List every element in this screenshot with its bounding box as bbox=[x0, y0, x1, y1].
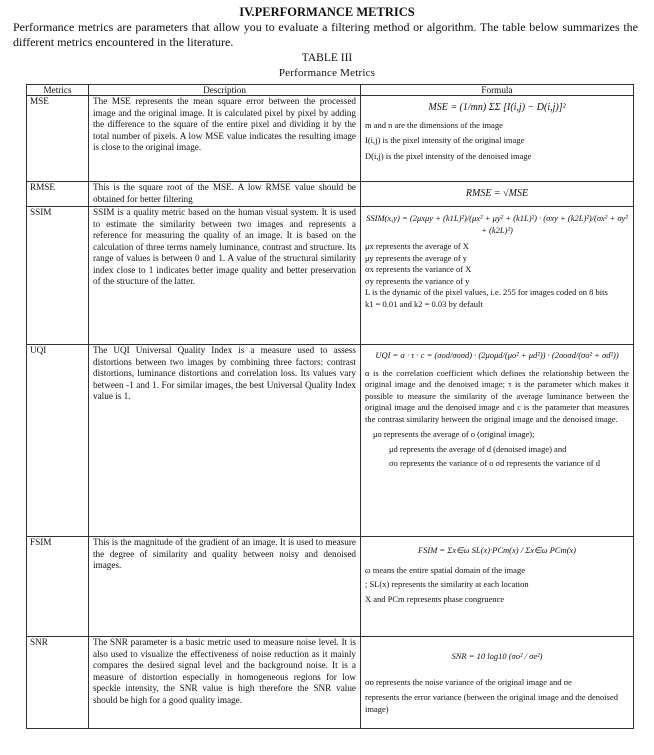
table-row-rmse bbox=[27, 182, 634, 207]
table-caption: TABLE III bbox=[301, 52, 353, 64]
formula-note: represents the error variance (between the original image and the denoised image) bbox=[365, 692, 618, 714]
formula-note: k1 = 0.01 and k2 = 0.03 by default bbox=[365, 298, 483, 309]
metric-name: UQI bbox=[27, 345, 89, 537]
table-row-snr bbox=[27, 637, 634, 729]
formula-note: μx represents the average of X bbox=[365, 241, 469, 251]
formula-note: σx represents the variance of X bbox=[365, 264, 472, 274]
metric-formula-cell bbox=[361, 637, 634, 729]
header-formula: Formula bbox=[361, 85, 634, 96]
formula-note: σo represents the variance of o σd represents the variance of d bbox=[389, 458, 600, 468]
formula-note: σo represents the noise variance of the original image and σe bbox=[365, 676, 572, 687]
metric-name: SNR bbox=[27, 637, 89, 729]
table-row-uqi bbox=[27, 345, 634, 537]
metric-formula-cell bbox=[361, 345, 634, 537]
metrics-table bbox=[26, 84, 634, 729]
intro-paragraph: Performance metrics are parameters that allow you to evaluate a filtering method or algorithm. The table below summarizes the different metrics encountered in the literature. bbox=[13, 20, 638, 49]
formula-note: μd represents the average of d (denoised image) and bbox=[389, 443, 567, 454]
table-row-mse bbox=[27, 96, 634, 182]
metric-name: MSE bbox=[27, 96, 89, 182]
metric-description: The MSE represents the mean square error between the processed image and the original image. It is calculated pixel by pixel by adding the difference to the square of the entire pixel and dividing it by the total number of pixels. A low MSE value indicates the resulting image is close to the original image. bbox=[89, 96, 361, 182]
metric-description: The SNR parameter is a basic metric used to measure noise level. It is also used to visualize the effectiveness of noise reduction as it mainly compares the desired signal level and the background noise. It is a measure of distortion especially in homogeneous regions for low speckle intensity, the SNR value is high therefore the SNR value should be high for a good quality image. bbox=[89, 637, 361, 729]
formula-note: σy represents the variance of y bbox=[365, 275, 470, 286]
formula-note: μo represents the average of o (original image); bbox=[373, 429, 535, 439]
metric-name: SSIM bbox=[27, 207, 89, 345]
header-description: Description bbox=[89, 85, 361, 96]
formula-note: ; SL(x) represents the similarity at each location bbox=[365, 579, 529, 589]
formula-note: X and PCm represents phase congruence bbox=[365, 593, 505, 604]
metric-formula-cell bbox=[361, 537, 634, 637]
metric-formula: RMSE = √MSE bbox=[465, 188, 529, 199]
metric-description: SSIM is a quality metric based on the human visual system. It is used to estimate the similarity between two images and represents a reference for measuring the quality of an image. It is based on the calculation of three terms namely luminance, contrast and structure. Its range of values is between 0 and 1. A value of the structural similarity index close to 1 indicates better image quality and better preservation of the structure of the latter. bbox=[89, 207, 361, 345]
formula-note: α is the correlation coefficient which defines the relationship between the original image and the denoised image; τ is the parameter which makes it possible to measure the similarity of the average luminance between the original image and the denoised image and c is the parameter that measures the contrast similarity between the original image and the denoised image. bbox=[365, 367, 629, 424]
section-heading: IV.PERFORMANCE METRICS bbox=[239, 5, 415, 19]
formula-note: D(i,j) is the pixel intensity of the denoised image bbox=[365, 150, 532, 161]
formula-note: m and n are the dimensions of the image bbox=[365, 119, 503, 130]
metric-description: This is the magnitude of the gradient of an image. It is used to measure the degree of similarity and quality between noisy and denoised images. bbox=[89, 537, 361, 637]
formula-note: L is the dynamic of the pixel values, i.e. 255 for images coded on 8 bits bbox=[365, 287, 608, 297]
metric-name: FSIM bbox=[27, 537, 89, 637]
metric-formula-cell bbox=[361, 207, 634, 345]
metric-formula: SSIM(x,y) = (2μxμy + (k1L)²)/(μx² + μy² + (k1L)²) · (σxy + (k2L)²)/(σx² + σy² + (k2L)²) bbox=[366, 213, 628, 235]
metric-description: This is the square root of the MSE. A low RMSE value should be obtained for better filtering bbox=[89, 182, 361, 207]
header-metrics: Metrics bbox=[27, 85, 89, 96]
formula-note: I(i,j) is the pixel intensity of the original image bbox=[365, 135, 525, 145]
table-header-row bbox=[27, 85, 634, 96]
metric-description: The UQI Universal Quality Index is a measure used to assess distortions between two images by combining three factors: contrast distortions, luminance distortions and correlation loss. Its values vary between -1 and 1. For similar images, the best Universal Quality Index value is 1. bbox=[89, 345, 361, 537]
table-row-ssim bbox=[27, 207, 634, 345]
formula-note: μy represents the average of y bbox=[365, 252, 468, 263]
table-row-fsim bbox=[27, 537, 634, 637]
metric-formula: MSE = (1/mn) ΣΣ [I(i,j) − D(i,j)]² bbox=[428, 102, 566, 113]
formula-note: ω means the entire spatial domain of the image bbox=[365, 564, 525, 575]
metric-formula: SNR = 10 log10 (σo² / σe²) bbox=[451, 651, 543, 661]
metric-formula: FSIM = Σx∈ω SL(x)·PCm(x) / Σx∈ω PCm(x) bbox=[417, 545, 577, 555]
metric-formula-cell bbox=[361, 182, 634, 207]
metric-formula-cell bbox=[361, 96, 634, 182]
table-title: Performance Metrics bbox=[278, 67, 376, 79]
metric-formula: UQI = α · τ · c = (σod/σoσd) · (2μoμd/(μo² + μd²)) · (2σoσd/(σo² + σd²)) bbox=[375, 350, 619, 360]
metric-name: RMSE bbox=[27, 182, 89, 207]
